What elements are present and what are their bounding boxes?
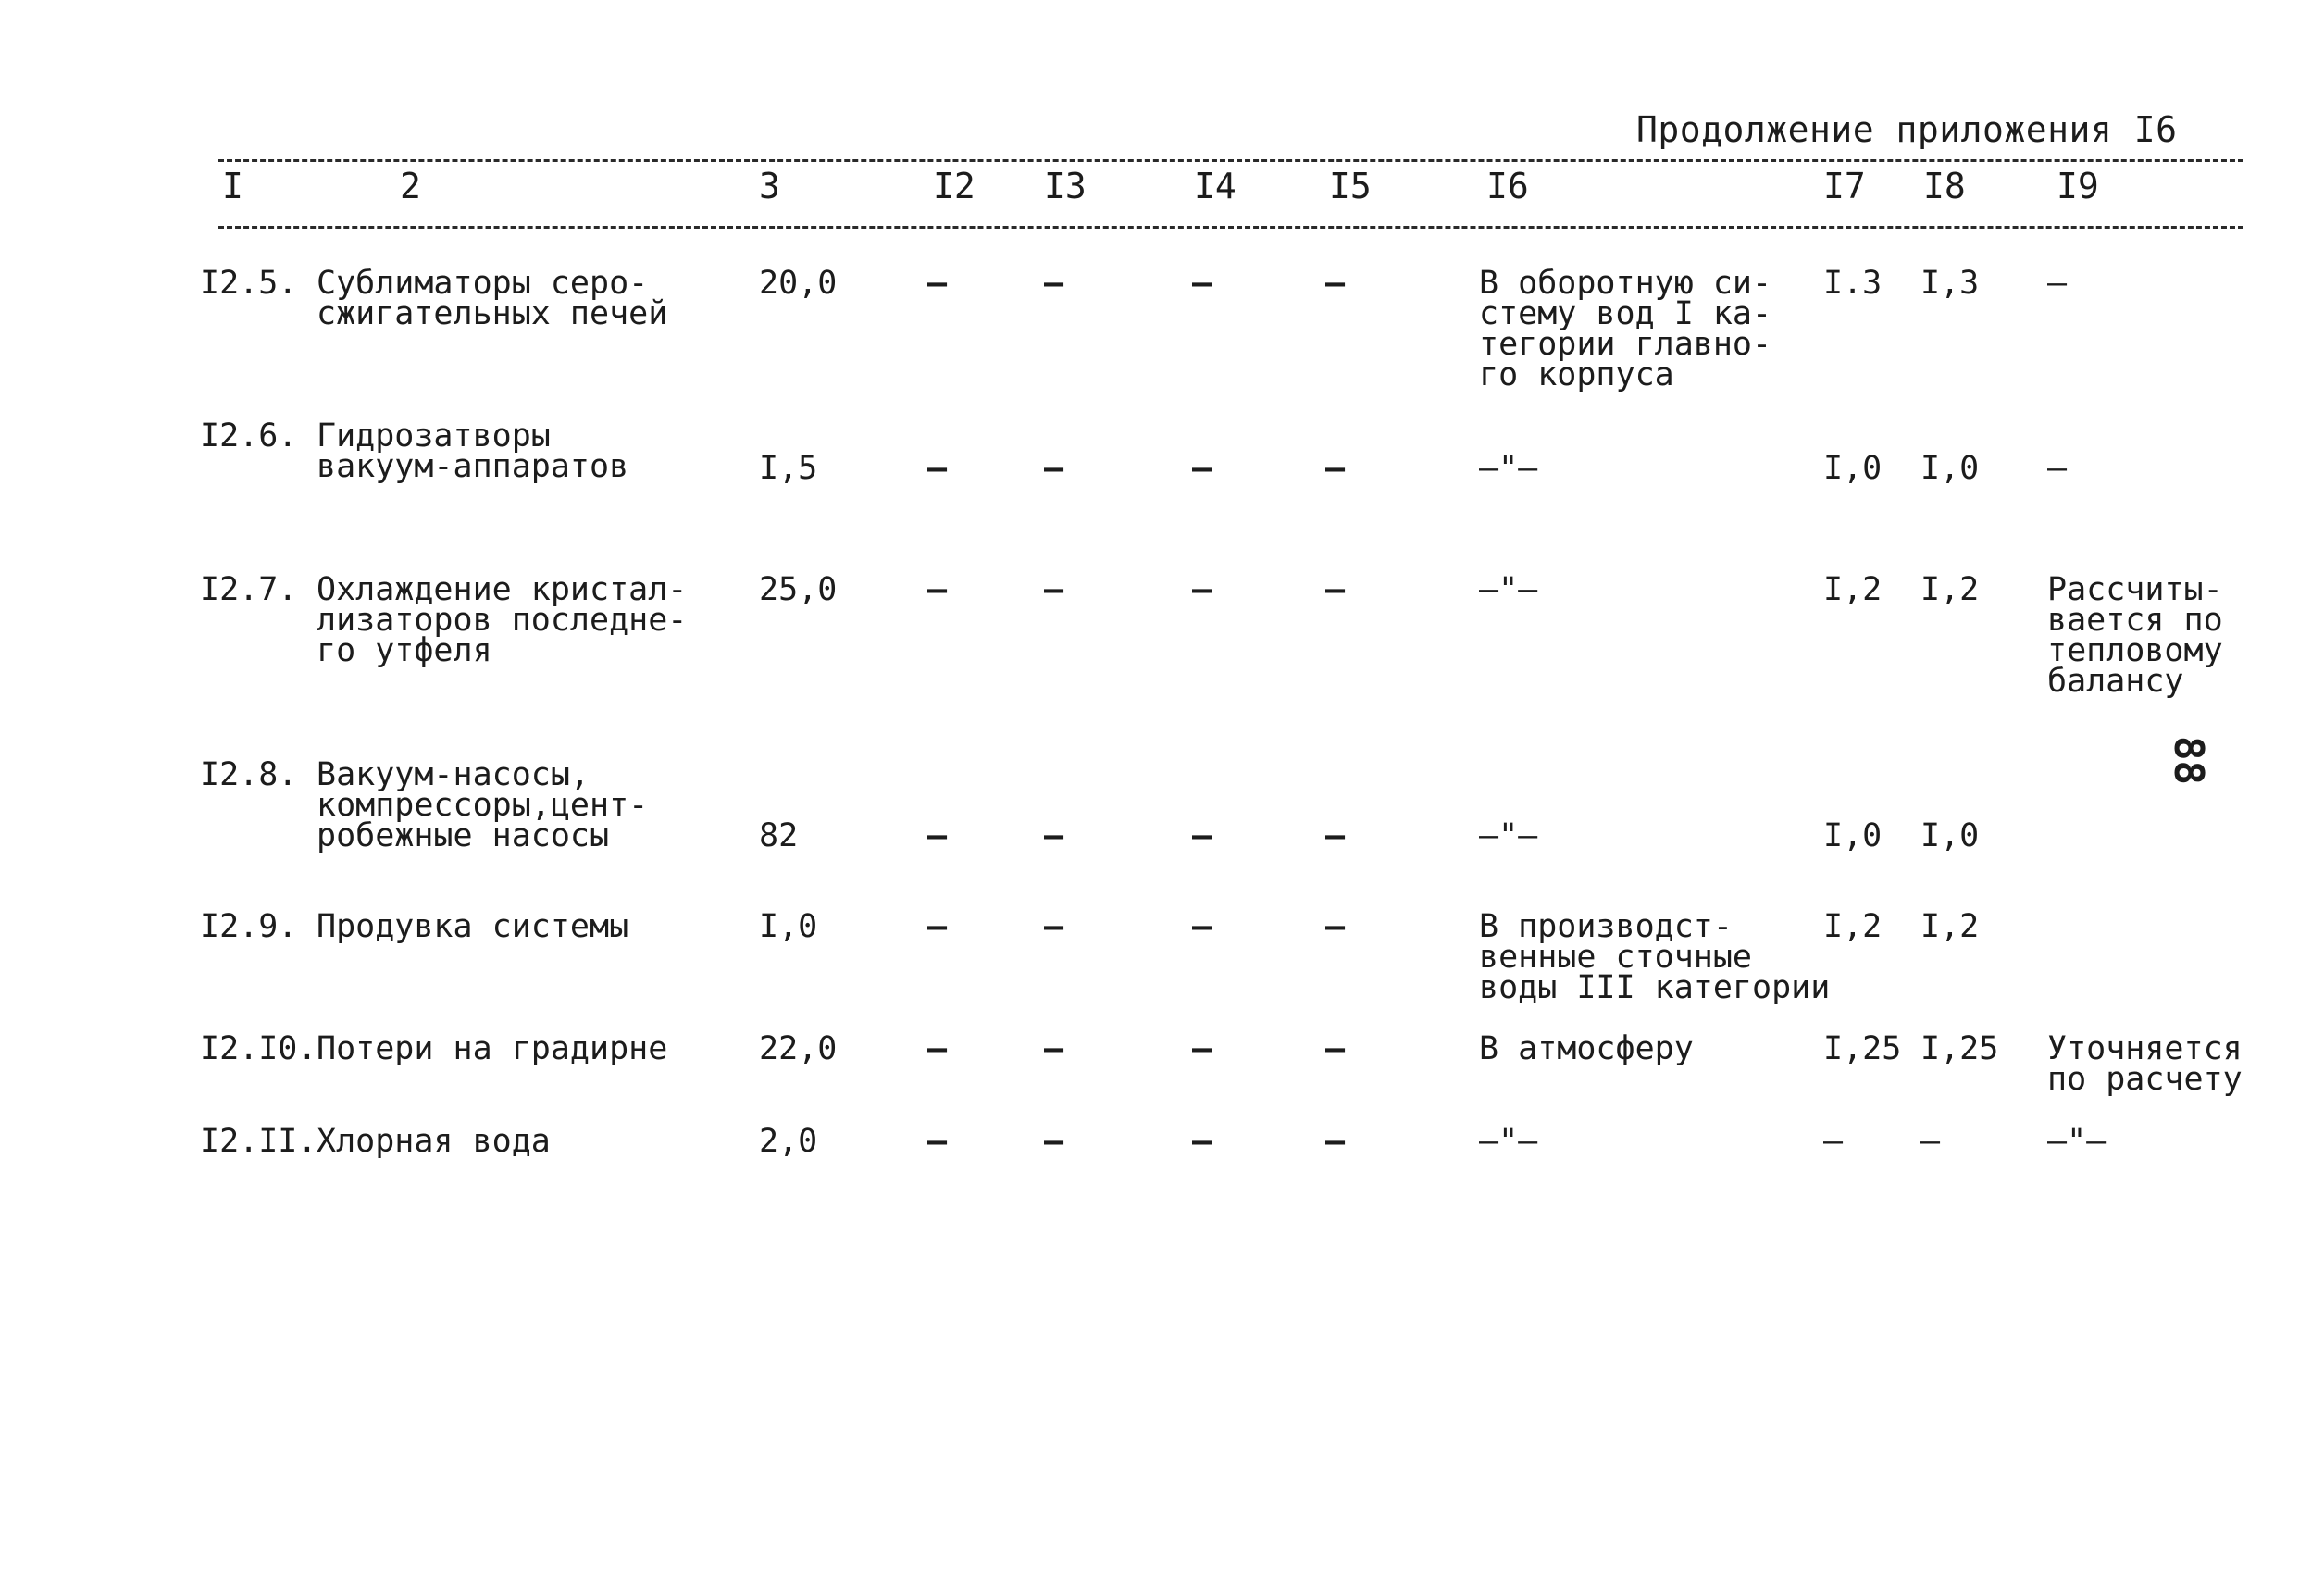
cell-c13: –: [1044, 1030, 1064, 1067]
cell-c15: –: [1325, 571, 1346, 608]
cell-c14: –: [1192, 571, 1212, 608]
cell-c3: 22,0: [759, 1030, 838, 1067]
column-header: I: [222, 166, 243, 206]
cell-name: Охлаждение кристал- лизаторов последне- го утфеля: [317, 571, 688, 669]
cell-c15: –: [1325, 908, 1346, 945]
cell-c15: –: [1325, 817, 1346, 854]
cell-c14: –: [1192, 1030, 1212, 1067]
cell-c3: I,5: [759, 450, 818, 487]
cell-name: Сублиматоры серо- сжигательных печей: [317, 265, 668, 332]
cell-c19: –: [2047, 450, 2068, 487]
cell-c12: –: [927, 265, 948, 302]
cell-c14: –: [1192, 450, 1212, 487]
cell-c16: –"–: [1479, 817, 1538, 854]
cell-c14: –: [1192, 1123, 1212, 1160]
cell-num: I2.8.: [200, 756, 298, 793]
cell-c19: –: [2047, 265, 2068, 302]
cell-num: I2.9.: [200, 908, 298, 945]
cell-c17: I,2: [1823, 571, 1883, 608]
page-number: 88: [2165, 736, 2212, 785]
cell-c16: В атмосферу: [1479, 1030, 1694, 1067]
cell-name: Продувка системы: [317, 908, 629, 945]
cell-c15: –: [1325, 265, 1346, 302]
column-header: I9: [2057, 166, 2099, 206]
cell-c3: 25,0: [759, 571, 838, 608]
cell-c17: I,0: [1823, 450, 1883, 487]
cell-c16: В оборотную си- стему вод I ка- тегории главно- го корпуса: [1479, 265, 1772, 393]
cell-c19: Рассчиты- вается по тепловому балансу: [2047, 571, 2223, 700]
cell-c18: I,0: [1920, 817, 1980, 854]
cell-num: I2.7.: [200, 571, 298, 608]
cell-c17: I,2: [1823, 908, 1883, 945]
cell-c3: 2,0: [759, 1123, 818, 1160]
cell-name: Потери на градирне: [317, 1030, 668, 1067]
cell-c13: –: [1044, 1123, 1064, 1160]
cell-c18: –: [1920, 1123, 1941, 1160]
cell-c3: 82: [759, 817, 799, 854]
cell-c18: I,2: [1920, 908, 1980, 945]
column-header: I5: [1329, 166, 1372, 206]
cell-c13: –: [1044, 908, 1064, 945]
column-header: I8: [1923, 166, 1966, 206]
cell-c12: –: [927, 571, 948, 608]
cell-c16: –"–: [1479, 571, 1538, 608]
cell-c17: –: [1823, 1123, 1844, 1160]
cell-c16: –"–: [1479, 1123, 1538, 1160]
cell-num: I2.II.: [200, 1123, 317, 1160]
column-header: I4: [1194, 166, 1237, 206]
column-header: I7: [1823, 166, 1866, 206]
cell-c12: –: [927, 1123, 948, 1160]
cell-c12: –: [927, 817, 948, 854]
continuation-heading: Продолжение приложения I6: [1636, 109, 2178, 150]
cell-c12: –: [927, 1030, 948, 1067]
cell-c13: –: [1044, 265, 1064, 302]
cell-c16: В производст- венные сточные воды III категории: [1479, 908, 1831, 1006]
cell-name: Гидрозатворы вакуум-аппаратов: [317, 417, 629, 485]
cell-num: I2.5.: [200, 265, 298, 302]
header-bottom-rule: [218, 226, 2243, 229]
column-header: 3: [759, 166, 780, 206]
cell-c12: –: [927, 450, 948, 487]
cell-num: I2.6.: [200, 417, 298, 455]
column-header: I6: [1486, 166, 1529, 206]
cell-name: Хлорная вода: [317, 1123, 551, 1160]
cell-c14: –: [1192, 817, 1212, 854]
cell-c17: I,25: [1823, 1030, 1902, 1067]
cell-c19: Уточняется по расчету: [2047, 1030, 2243, 1098]
header-top-rule: [218, 159, 2243, 162]
column-header: 2: [400, 166, 421, 206]
cell-name: Вакуум-насосы, компрессоры,цент- робежные насосы: [317, 756, 649, 854]
cell-c16: –"–: [1479, 450, 1538, 487]
column-header: I2: [933, 166, 976, 206]
cell-c3: I,0: [759, 908, 818, 945]
cell-c13: –: [1044, 817, 1064, 854]
column-header: I3: [1044, 166, 1087, 206]
cell-c3: 20,0: [759, 265, 838, 302]
cell-c19: –"–: [2047, 1123, 2107, 1160]
cell-c14: –: [1192, 908, 1212, 945]
cell-c18: I,3: [1920, 265, 1980, 302]
cell-c12: –: [927, 908, 948, 945]
cell-c13: –: [1044, 450, 1064, 487]
cell-c17: I,0: [1823, 817, 1883, 854]
cell-c14: –: [1192, 265, 1212, 302]
cell-c18: I,0: [1920, 450, 1980, 487]
cell-c17: I.3: [1823, 265, 1883, 302]
cell-c15: –: [1325, 450, 1346, 487]
cell-c13: –: [1044, 571, 1064, 608]
cell-c18: I,2: [1920, 571, 1980, 608]
cell-c15: –: [1325, 1123, 1346, 1160]
cell-num: I2.I0.: [200, 1030, 317, 1067]
cell-c15: –: [1325, 1030, 1346, 1067]
cell-c18: I,25: [1920, 1030, 1999, 1067]
